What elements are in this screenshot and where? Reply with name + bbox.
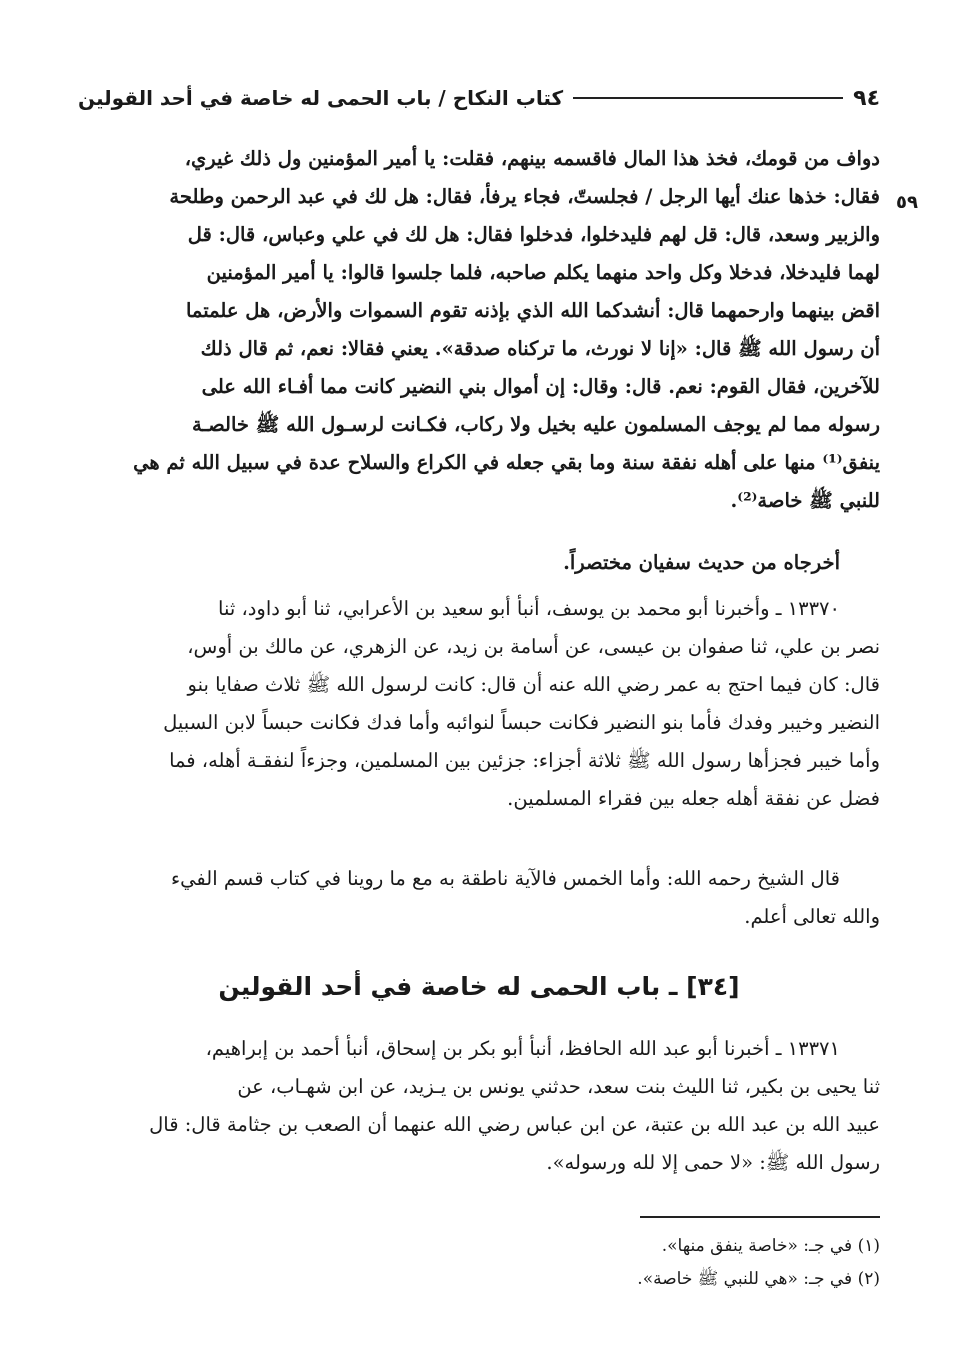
margin-page-number: ٥٩ (896, 192, 918, 213)
running-title: كتاب النكاح / باب الحمى له خاصة في أحد القولين (78, 86, 564, 110)
text-line: للنبي ﷺ خاصة⁽²⁾. (730, 489, 880, 512)
text-line: والزبير وسعد، قال: قل لهم فليدخلوا، فدخلوا فقال: هل لك في علي وعباس، قال: قل (187, 223, 880, 246)
text-line: ينفق⁽¹⁾ منها على أهله نفقة سنة وما بقي جعله في الكراع والسلاح عدة في سبيل الله ثم هي (133, 451, 880, 474)
paragraph-3 (78, 590, 880, 818)
text-line: لهما فليدخلا، فدخلا وكل واحد منهما يكلم صاحبه، فلما جلسوا قالوا: يا أمير المؤمنين (206, 261, 880, 284)
text-line: قال: كان فيما احتج به عمر رضي الله عنه أن قال: كانت لرسول الله ﷺ ثلاث صفايا بنو (187, 673, 880, 696)
running-header (78, 80, 880, 116)
footnote-2: (٢) في جـ: «هي للنبي ﷺ خاصة». (637, 1269, 880, 1289)
footnote-rule (640, 1216, 880, 1218)
text-line: رسوله مما لم يوجف المسلمون عليه بخيل ولا ركاب، فكـانت لرسـول الله ﷺ خالصـة (191, 413, 880, 436)
text-line: ثنا يحيى بن بكير، ثنا الليث بنت سعد، حدثني يونس بن يـزيد، عن ابن شهـاب، عن (237, 1075, 880, 1098)
paragraph-1 (78, 140, 880, 520)
text-line: النضير وخيبر وفدك فأما بنو النضير فكانت حبساً لنوائبه وأما فدك فكانت حبساً لابن السبيل (163, 711, 880, 734)
text-line: نصر بن علي، ثنا صفوان بن عيسى، عن أسامة بن زيد، عن الزهري، عن مالك بن أوس، (187, 635, 880, 658)
text-line: دواف من قومك، فخذ هذا المال فاقسمه بينهم، فقلت: يا أمير المؤمنين ول ذلك غيري، (184, 147, 880, 170)
text-line: رسول الله ﷺ: «لا حمى إلا لله ورسوله». (546, 1151, 880, 1174)
page-number: ٩٤ (853, 85, 880, 111)
text-line: وأما خيبر فجزأها رسول الله ﷺ ثلاثة أجزاء: جزئين بين المسلمين، وجزءاً لنفقـة أهله، فما (169, 749, 880, 772)
text-line: أن رسول الله ﷺ قال: «إنا لا نورث، ما تركناه صدقة». يعني فقالا: نعم، ثم قال ذلك (200, 337, 880, 360)
header-rule (573, 97, 843, 99)
text-line: قال الشيخ رحمه الله: وأما الخمس فالآية ناطقة به مع ما روينا في كتاب قسم الفيء (170, 867, 840, 890)
text-line: فضل عن نفقة أهله جعله بين فقراء المسلمين. (507, 787, 880, 810)
section-heading: [٣٤] ـ باب الحمى له خاصة في أحد القولين (218, 972, 740, 1001)
text-line: للآخرين، فقال القوم: نعم. قال: وقال: إن أموال بني النضير كانت مما أفـاء الله على (201, 375, 880, 398)
paragraph-5 (78, 1030, 880, 1182)
text-line: عبيد الله بن عبد الله بن عتبة، عن ابن عباس رضي الله عنهما أن الصعب بن جثامة قال: قال (149, 1113, 880, 1136)
footnote-1: (١) في جـ: «خاصة ينفق منها». (661, 1236, 880, 1256)
text-line: فقال: خذها عنك أيها الرجل / فجلستّ، فجاء يرفأ، فقال: هل لك في عبد الرحمن وطلحة (169, 185, 880, 208)
text-line: والله تعالى أعلم. (744, 905, 880, 928)
paragraph-2 (78, 544, 840, 582)
text-line: ١٣٣٧٠ ـ وأخبرنا أبو محمد بن يوسف، أنبأ أبو سعيد بن الأعرابي، ثنا أبو داود، ثنا (218, 597, 840, 620)
text-line: ١٣٣٧١ ـ أخبرنا أبو عبد الله الحافظ، أنبأ أبو بكر بن إسحاق، أنبأ أحمد بن إبراهيم، (205, 1037, 840, 1060)
paragraph-4 (78, 860, 880, 936)
text-line: اقض بينهما وارحمهما قال: أنشدكما الله الذي بإذنه تقوم السموات والأرض، هل علمتما (185, 299, 880, 322)
text-line: أخرجاه من حديث سفيان مختصراً. (563, 551, 840, 574)
